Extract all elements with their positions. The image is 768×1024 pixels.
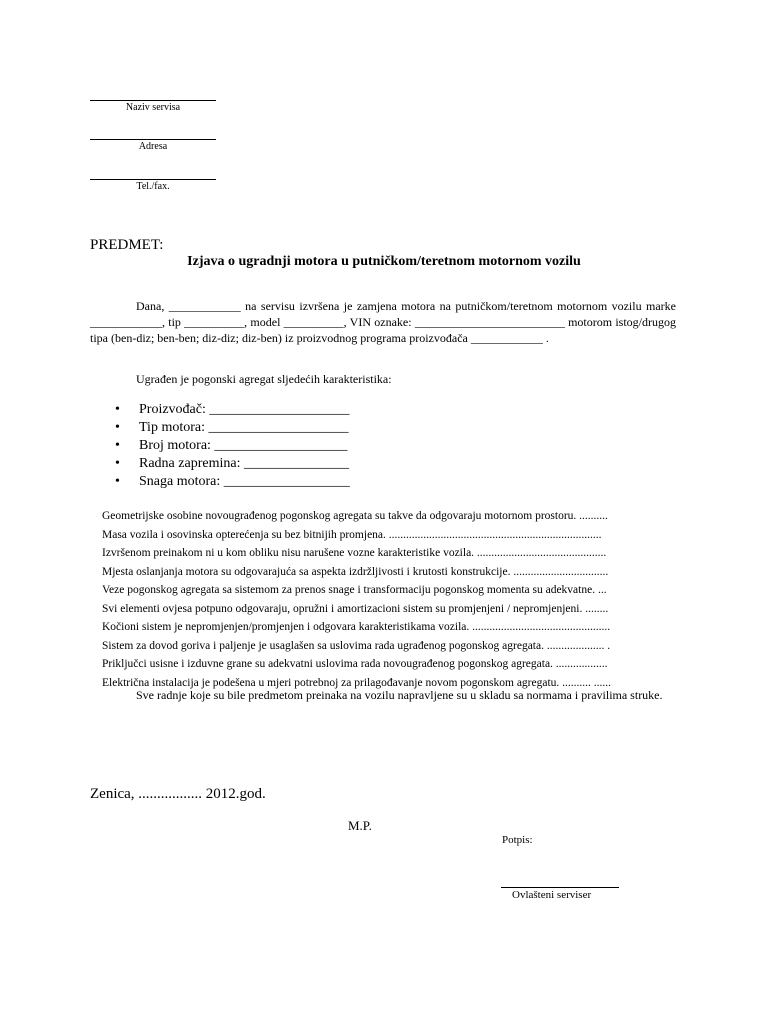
list-item: • Snaga motora: __________________: [115, 473, 350, 491]
check-item: Svi elementi ovjesa potpuno odgovaraju, opružni i amortizacioni sistem su promjenjeni / nepromjenjeni. ........: [102, 602, 609, 615]
check-item: Mjesta oslanjanja motora su odgovarajuća sa aspekta izdržljivosti i krutosti konstrukcije. .................................: [102, 565, 609, 578]
list-item: • Broj motora: ___________________: [115, 437, 350, 455]
list-item: • Tip motora: ____________________: [115, 419, 350, 437]
phone-label: Tel./fax.: [136, 181, 170, 192]
characteristics-intro: Ugrađen je pogonski agregat sljedećih karakteristika:: [136, 372, 392, 386]
check-item: Masa vozila i osovinska opterećenja su bez bitnijih promjena. ..........................................................................: [102, 528, 602, 541]
signature-label: Potpis:: [502, 834, 533, 846]
intro-paragraph: [90, 298, 676, 346]
stamp-placeholder: M.P.: [348, 818, 372, 833]
signature-role: Ovlašteni serviser: [512, 889, 592, 901]
check-item: Geometrijske osobine novougrađenog pogonskog agregata su takve da odgovaraju motornom prostoru. ..........: [102, 510, 608, 522]
check-item: Kočioni sistem je nepromjenjen/promjenjen i odgovara karakteristikama vozila. ................................................: [102, 621, 611, 633]
technical-checks: [102, 507, 682, 692]
service-name-label: Naziv servisa: [125, 102, 181, 113]
characteristics-list: [115, 401, 350, 491]
closing-paragraph: [90, 687, 676, 703]
address-line: [90, 139, 216, 140]
subject-label: PREDMET:: [90, 237, 164, 253]
place-date: Zenica, ................. 2012.god.: [90, 786, 266, 802]
check-item: Priključci usisne i izduvne grane su adekvatni uslovima rada novougrađenog pogonskog agregata. ..................: [102, 658, 608, 670]
list-item: • Radna zapremina: _______________: [115, 455, 350, 473]
list-item: • Proizvođač: ____________________: [115, 401, 350, 419]
closing-paragraph-text: Sve radnje koje su bile predmetom preinaka na vozilu napravljene su u skladu sa normama i pravilima struke.: [136, 688, 663, 702]
address-label: Adresa: [138, 141, 168, 152]
signature-line: [501, 887, 619, 888]
page-title: Izjava o ugradnji motora u putničkom/teretnom motornom vozilu: [187, 254, 581, 269]
check-item: Sistem za dovod goriva i paljenje je usaglašen sa uslovima rada ugrađenog pogonskog agregata. .................... .: [102, 639, 611, 652]
check-item: Električna instalacija je podešena u mjeri potrebnoj za prilagođavanje novom pogonskom agregatu. .......... ......: [102, 676, 612, 689]
intro-paragraph-text: Dana, ____________ na servisu izvršena je zamjena motora na putničkom/teretnom motornom vozilu marke ____________, tip __________, model __________, VIN oznake: _________________________ motorom istog/drugog tipa (ben-diz; ben-ben; diz-diz; diz-ben) iz proizvodnog programa proizvođača ____________ .: [90, 299, 676, 345]
check-item: Izvršenom preinakom ni u kom obliku nisu narušene vozne karakteristike vozila. .............................................: [102, 547, 607, 559]
phone-line: [90, 179, 216, 180]
service-name-line: [90, 100, 216, 101]
check-item: Veze pogonskog agregata sa sistemom za prenos snage i transformaciju pogonskog momenta su adekvatne. ...: [102, 584, 607, 596]
